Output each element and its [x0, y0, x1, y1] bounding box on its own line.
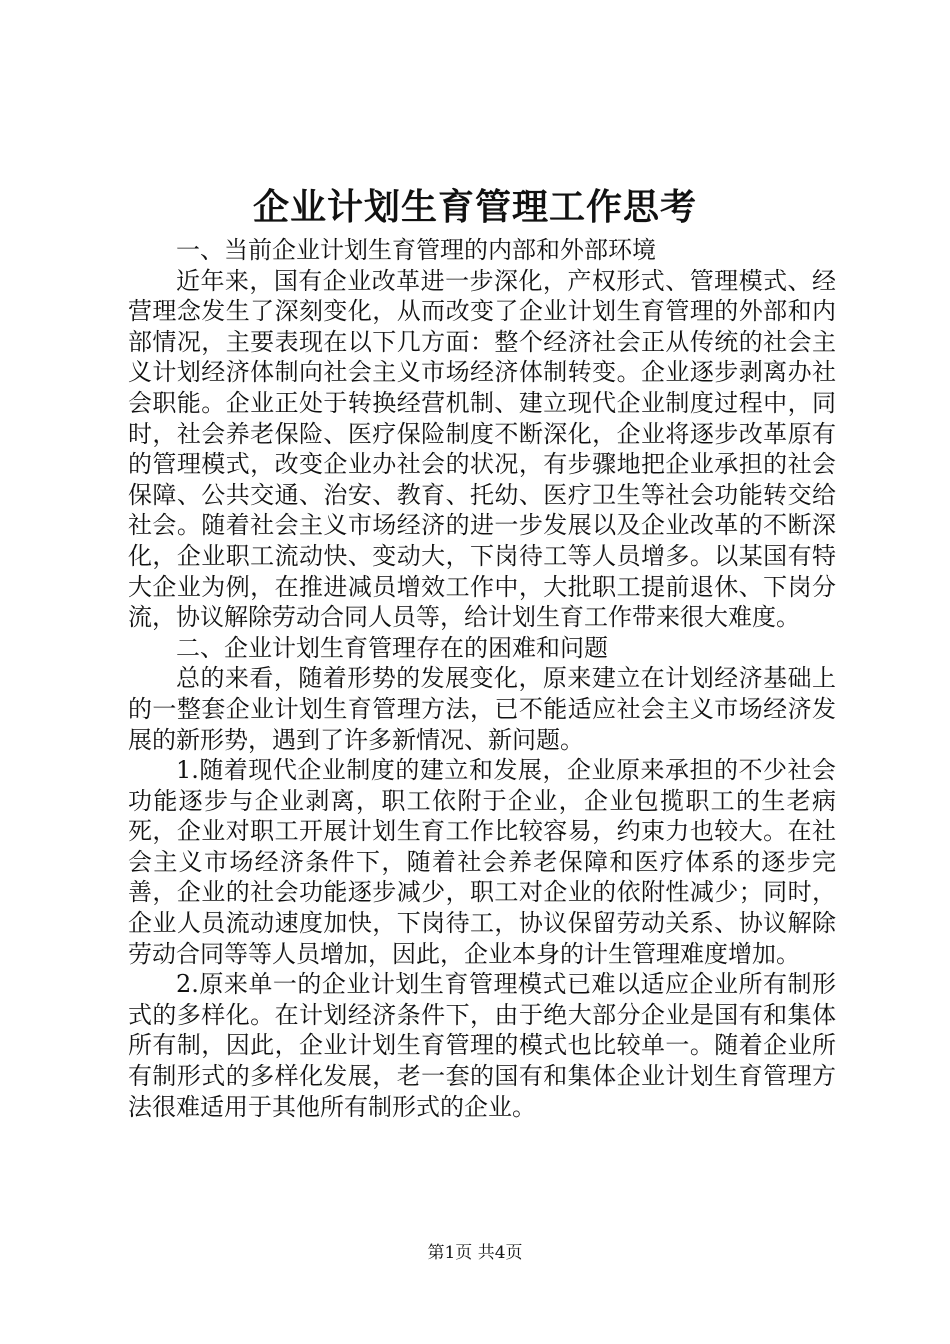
paragraph-environment: 近年来，国有企业改革进一步深化，产权形式、管理模式、经营理念发生了深刻变化，从而改变了企业计划生育管理的外部和内部情况，主要表现在以下几方面：整个经济社会正从传统的社会主义计划经济体制向社会主义市场经济体制转变。企业逐步剥离办社会职能。企业正处于转换经营机制、建立现代企业制度过程中，同时，社会养老保险、医疗保险制度不断深化，企业将逐步改革原有的管理模式，改变企业办社会的状况，有步骤地把企业承担的社会保障、公共交通、治安、教育、托幼、医疗卫生等社会功能转交给社会。随着社会主义市场经济的进一步发展以及企业改革的不断深化，企业职工流动快、变动大，下岗待工等人员增多。以某国有特大企业为例，在推进减员增效工作中，大批职工提前退休、下岗分流，协议解除劳动合同人员等，给计划生育工作带来很大难度。 — [128, 266, 836, 632]
document-body — [128, 235, 836, 1122]
section-heading-2: 二、企业计划生育管理存在的困难和问题 — [176, 633, 608, 662]
section-heading-1: 一、当前企业计划生育管理的内部和外部环境 — [176, 236, 656, 264]
paragraph-point-1: 1.随着现代企业制度的建立和发展，企业原来承担的不少社会功能逐步与企业剥离，职工依附于企业，企业包揽职工的生老病死，企业对职工开展计划生育工作比较容易，约束力也较大。在社会主义市场经济条件下，随着社会养老保障和医疗体系的逐步完善，企业的社会功能逐步减少，职工对企业的依附性减少；同时，企业人员流动速度加快，下岗待工，协议保留劳动关系、协议解除劳动合同等等人员增加，因此，企业本身的计生管理难度增加。 — [128, 756, 836, 968]
document-title: 企业计划生育管理工作思考 — [252, 187, 697, 228]
paragraph-point-2: 2.原来单一的企业计划生育管理模式已难以适应企业所有制形式的多样化。在计划经济条件下，由于绝大部分企业是国有和集体所有制，因此，企业计划生育管理的模式也比较单一。随着企业所有制形式的多样化发展，老一套的国有和集体企业计划生育管理方法很难适用于其他所有制形式的企业。 — [128, 970, 836, 1121]
paragraph-overview: 总的来看，随着形势的发展变化，原来建立在计划经济基础上的一整套企业计划生育管理方法，已不能适应社会主义市场经济发展的新形势，遇到了许多新情况、新问题。 — [128, 664, 836, 754]
page-footer: 第1页 共4页 — [427, 1243, 523, 1263]
